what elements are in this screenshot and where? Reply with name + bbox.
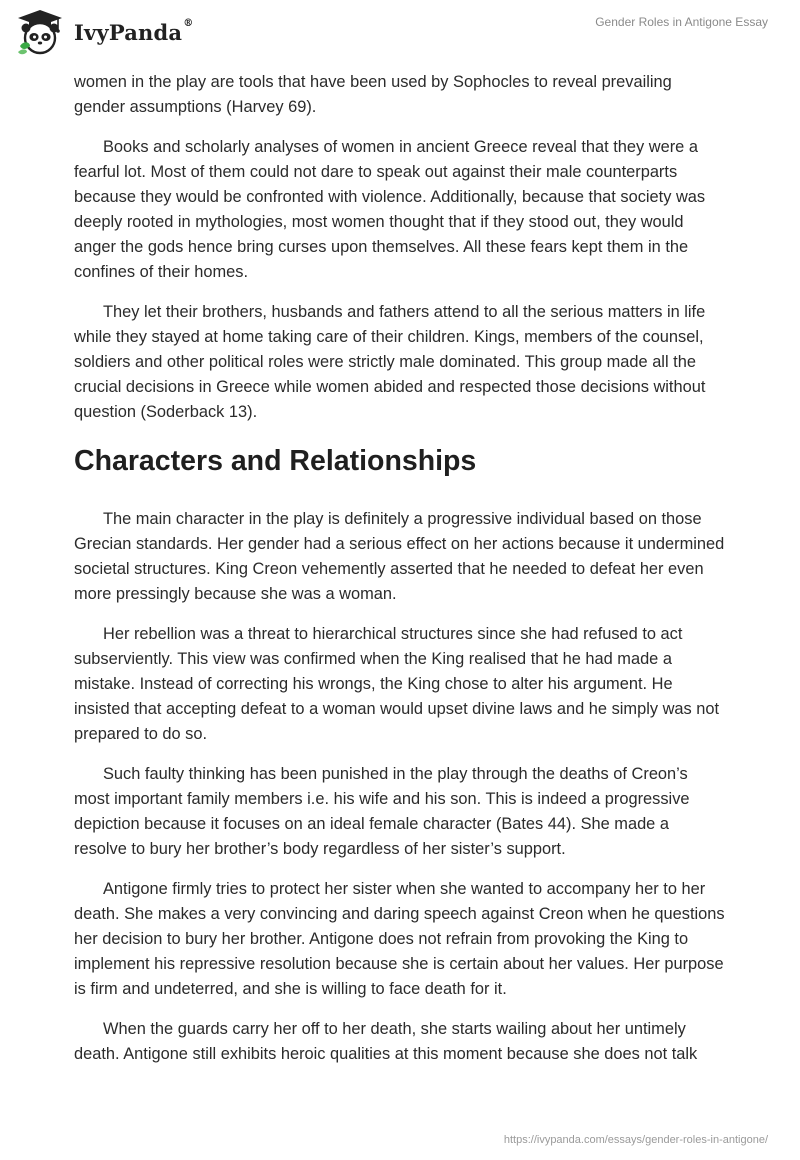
panda-graduate-icon bbox=[14, 8, 66, 56]
paragraph-4: The main character in the play is definitely a progressive individual based on those Grecian standards. Her gender had a serious effect on her actions because it undermined societal structures. King Creon vehemently asserted that he needed to defeat her even more pressingly because she was a woman. bbox=[74, 510, 725, 603]
ivypanda-logo[interactable] bbox=[14, 8, 193, 56]
document-title: Gender Roles in Antigone Essay bbox=[595, 15, 768, 29]
paragraph-2: Books and scholarly analyses of women in ancient Greece reveal that they were a fearful lot. Most of them could not dare to speak out against their male counterparts because they would be confronted with violence. Additionally, because that society was deeply rooted in mythologies, most women thought that if they stood out, they would anger the gods hence bring curses upon themselves. All these fears kept them in the confines of their homes. bbox=[74, 138, 706, 281]
essay-content bbox=[74, 70, 726, 1082]
page-header bbox=[0, 0, 800, 64]
paragraph-8: When the guards carry her off to her death, she starts wailing about her untimely death. Antigone still exhibits heroic qualities at this moment because she does not talk bbox=[74, 1020, 698, 1063]
paragraph-1: women in the play are tools that have been used by Sophocles to reveal prevailing gender assumptions (Harvey 69). bbox=[74, 73, 672, 116]
section-heading: Characters and Relationships bbox=[74, 445, 477, 477]
paragraph-6: Such faulty thinking has been punished in the play through the deaths of Creon’s most important family members i.e. his wife and his son. This is indeed a progressive depiction because it focuses on an ideal female character (Bates 44). She made a resolve to bury her brother’s body regardless of her sister’s support. bbox=[74, 765, 690, 858]
paragraph-3: They let their brothers, husbands and fathers attend to all the serious matters in life while they stayed at home taking care of their children. Kings, members of the counsel, soldiers and other political roles were strictly male dominated. This group made all the crucial decisions in Greece while women abided and respected those decisions without question (Soderback 13). bbox=[74, 303, 706, 421]
paragraph-5: Her rebellion was a threat to hierarchical structures since she had refused to act subserviently. This view was confirmed when the King realised that he had made a mistake. Instead of correcting his wrongs, the King chose to alter his argument. He insisted that accepting defeat to a woman would upset divine laws and he simply was not prepared to do so. bbox=[74, 625, 720, 743]
source-url[interactable]: https://ivypanda.com/essays/gender-roles-in-antigone/ bbox=[503, 1134, 768, 1146]
brand-name: IvyPanda® bbox=[74, 17, 194, 45]
paragraph-7: Antigone firmly tries to protect her sister when she wanted to accompany her to her death. She makes a very convincing and daring speech against Creon when he questions her decision to bury her brother. Antigone does not refrain from provoking the King to implement his repressive resolution because she is certain about her values. Her purpose is firm and undeterred, and she is willing to face death for it. bbox=[74, 880, 725, 998]
